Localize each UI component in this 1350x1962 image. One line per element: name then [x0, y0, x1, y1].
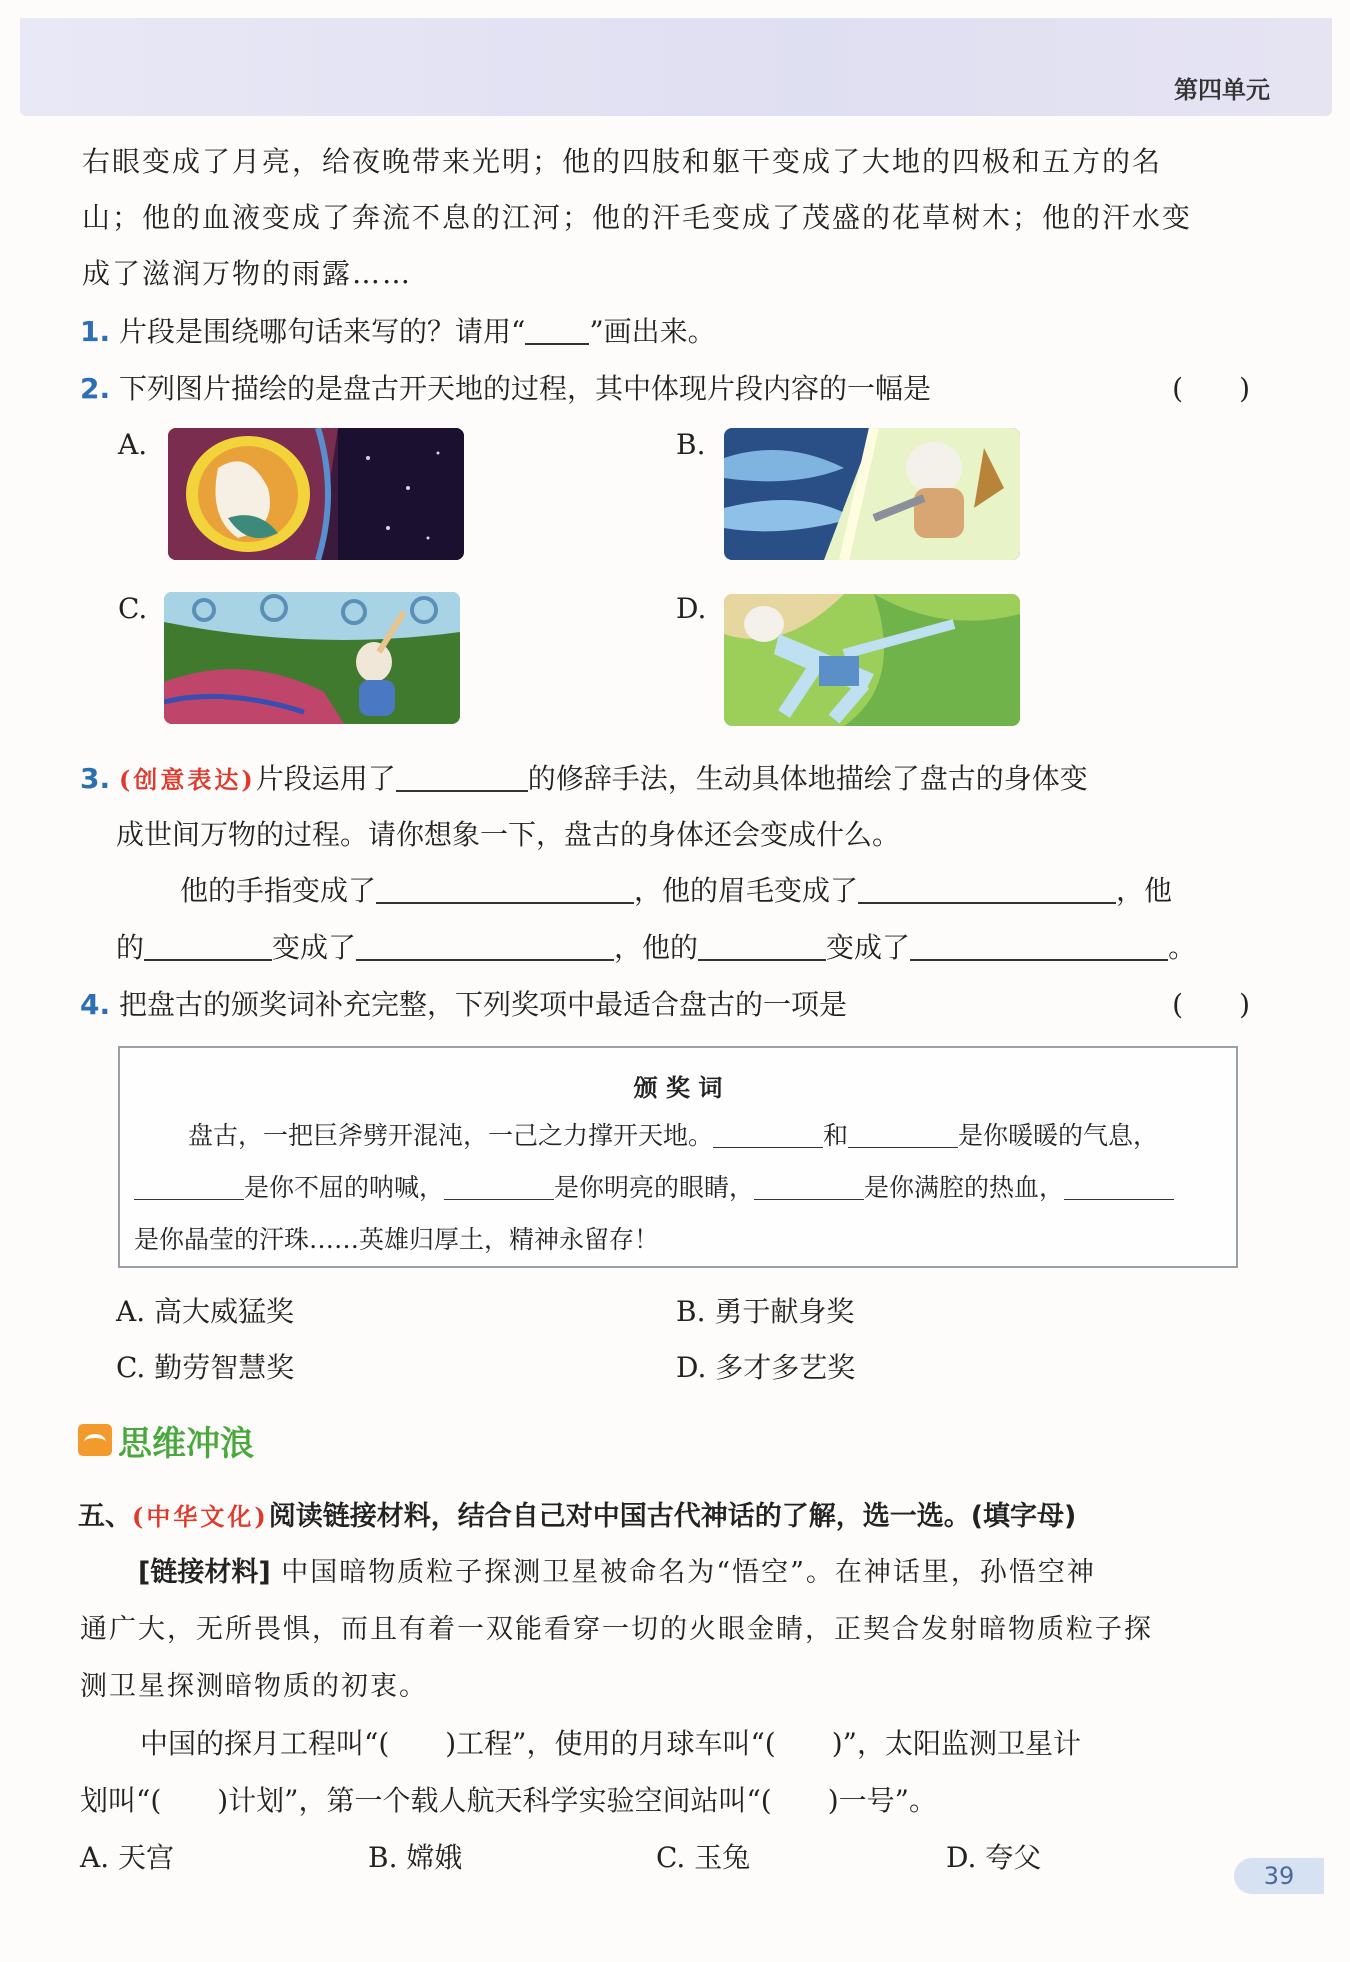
award-box-title: 颁 奖 词 — [633, 1074, 723, 1102]
award-blank[interactable] — [444, 1199, 554, 1200]
pangu-axe-splitting-illustration[interactable] — [724, 428, 1020, 560]
passage-line-2: 山；他的血液变成了奔流不息的江河；他的汗毛变成了茂盛的花草树木；他的汗水变 — [82, 201, 1193, 234]
answer-paren[interactable]: ( ) — [1172, 988, 1250, 1021]
question-3 — [80, 757, 1088, 797]
question-number: 2. — [80, 372, 111, 405]
body-part-blank-2[interactable] — [698, 959, 826, 961]
option-letter: B. — [676, 1295, 706, 1328]
culture-option-a[interactable] — [80, 1836, 174, 1876]
rhetoric-blank[interactable] — [396, 790, 528, 792]
option-letter: D. — [676, 1351, 707, 1384]
becomes-blank-2[interactable] — [910, 959, 1168, 961]
option-a-letter: A. — [118, 428, 148, 461]
award-option-d[interactable] — [676, 1346, 855, 1386]
question-3-fill-line-1 — [180, 869, 1172, 909]
fill-text: 。 — [1168, 931, 1197, 964]
culture-option-d[interactable] — [946, 1836, 1041, 1876]
option-label: 勤劳智慧奖 — [154, 1351, 295, 1384]
award-option-b[interactable] — [676, 1290, 854, 1330]
award-option-a[interactable] — [116, 1290, 294, 1330]
option-label: 玉兔 — [694, 1841, 751, 1874]
fill-text: 的 — [116, 931, 145, 964]
award-blank[interactable] — [848, 1147, 958, 1148]
question-number: 3. — [80, 762, 111, 795]
option-label: 高大威猛奖 — [154, 1295, 295, 1328]
option-letter: D. — [946, 1841, 977, 1874]
option-b-letter: B. — [676, 428, 706, 461]
material-text: 中国暗物质粒子探测卫星被命名为“悟空”。在神话里，孙悟空神 — [281, 1557, 1096, 1588]
option-label: 天宫 — [118, 1841, 175, 1874]
award-text: 是你不屈的呐喊， — [244, 1173, 445, 1202]
question-number: 五、 — [78, 1501, 132, 1532]
award-speech-box — [118, 1046, 1238, 1268]
section-title-text: 思维冲浪 — [118, 1423, 254, 1464]
question-2-text: 下列图片描绘的是盘古开天地的过程，其中体现片段内容的一幅是 — [119, 372, 932, 405]
option-letter: A. — [80, 1841, 110, 1874]
award-blank[interactable] — [713, 1147, 823, 1148]
option-d-letter: D. — [676, 592, 707, 625]
award-line-1 — [188, 1116, 1158, 1152]
award-text: 是你满腔的热血， — [864, 1173, 1065, 1202]
pangu-lying-body-illustration[interactable] — [724, 594, 1020, 726]
option-label: 多才多艺奖 — [715, 1351, 856, 1384]
question-1 — [80, 310, 716, 350]
culture-option-c[interactable] — [656, 1836, 750, 1876]
award-blank[interactable] — [754, 1199, 864, 1200]
question-3-text-b: 的修辞手法，生动具体地描绘了盘古的身体变 — [527, 762, 1088, 795]
question-4 — [80, 983, 847, 1023]
option-letter: B. — [368, 1841, 398, 1874]
question-2 — [80, 367, 931, 407]
award-text: 盘古，一把巨斧劈开混沌，一己之力撑开天地。 — [188, 1121, 714, 1150]
award-line-2 — [134, 1168, 1174, 1204]
question-number: 1. — [80, 315, 111, 348]
fill-text: 变成了 — [826, 931, 911, 964]
unit-label: 第四单元 — [1174, 76, 1270, 104]
creative-tag: (创意表达) — [119, 765, 256, 794]
option-label: 夸父 — [985, 1841, 1042, 1874]
award-text: 是你明亮的眼睛， — [554, 1173, 755, 1202]
award-line-3: 是你晶莹的汗珠……英雄归厚土，精神永留存！ — [134, 1225, 660, 1254]
culture-option-b[interactable] — [368, 1836, 462, 1876]
option-letter: C. — [656, 1841, 686, 1874]
question-3-line-2: 成世间万物的过程。请你想象一下，盘古的身体还会变成什么。 — [116, 818, 901, 851]
option-label: 嫦娥 — [406, 1841, 463, 1874]
question-3-text-a: 片段运用了 — [255, 762, 396, 795]
section-heading — [78, 1418, 254, 1462]
question-3-fill-line-2 — [116, 926, 1196, 966]
material-label: [链接材料] — [138, 1557, 271, 1588]
eyebrow-blank[interactable] — [858, 902, 1116, 904]
option-letter: A. — [116, 1295, 146, 1328]
wave-icon — [78, 1424, 112, 1456]
award-text: 和 — [823, 1121, 849, 1150]
question-5 — [78, 1494, 1076, 1533]
question-1-text-a: 片段是围绕哪句话来写的？请用“ — [119, 315, 526, 348]
passage-line-3: 成了滋润万物的雨露…… — [82, 257, 413, 290]
passage-line-1: 右眼变成了月亮，给夜晚带来光明；他的四肢和躯干变成了大地的四极和五方的名 — [82, 145, 1163, 178]
award-option-c[interactable] — [116, 1346, 294, 1386]
award-blank[interactable] — [1064, 1199, 1174, 1200]
answer-paren[interactable]: ( ) — [1172, 372, 1250, 405]
fill-text: ，他的眉毛变成了 — [634, 874, 859, 907]
fill-text: 他的手指变成了 — [180, 874, 377, 907]
option-c-letter: C. — [118, 592, 148, 625]
question-5-text: 阅读链接材料，结合自己对中国古代神话的了解，选一选。(填字母) — [268, 1501, 1077, 1532]
option-label: 勇于献身奖 — [714, 1295, 855, 1328]
fill-text: ，他的 — [614, 931, 699, 964]
material-line-2: 通广大，无所畏惧，而且有着一双能看穿一切的火眼金睛，正契合发射暗物质粒子探 — [80, 1614, 1153, 1645]
option-letter: C. — [116, 1351, 146, 1384]
question-4-text: 把盘古的颁奖词补充完整，下列奖项中最适合盘古的一项是 — [119, 988, 848, 1021]
material-line-1 — [138, 1550, 1096, 1589]
fill-text: 变成了 — [272, 931, 357, 964]
question-5-sentence-1: 中国的探月工程叫“( )工程”，使用的月球车叫“( )”，太阳监测卫星计 — [140, 1727, 1081, 1760]
award-blank[interactable] — [134, 1199, 244, 1200]
page-number: 39 — [1234, 1858, 1324, 1894]
pangu-holding-sky-illustration[interactable] — [164, 592, 460, 724]
body-part-blank-1[interactable] — [144, 959, 272, 961]
material-line-3: 测卫星探测暗物质的初衷。 — [80, 1671, 428, 1702]
page-header-band — [20, 18, 1332, 116]
pangu-egg-illustration[interactable] — [168, 428, 464, 560]
fill-text: ，他 — [1116, 874, 1173, 907]
question-number: 4. — [80, 988, 111, 1021]
underline-sample — [525, 343, 589, 345]
finger-blank[interactable] — [376, 902, 634, 904]
becomes-blank-1[interactable] — [356, 959, 614, 961]
culture-tag: (中华文化) — [132, 1502, 269, 1531]
question-5-sentence-2: 划叫“( )计划”，第一个载人航天科学实验空间站叫“( )一号”。 — [80, 1784, 937, 1817]
award-text: 是你暖暖的气息， — [958, 1121, 1159, 1150]
question-1-text-b: ”画出来。 — [589, 315, 716, 348]
